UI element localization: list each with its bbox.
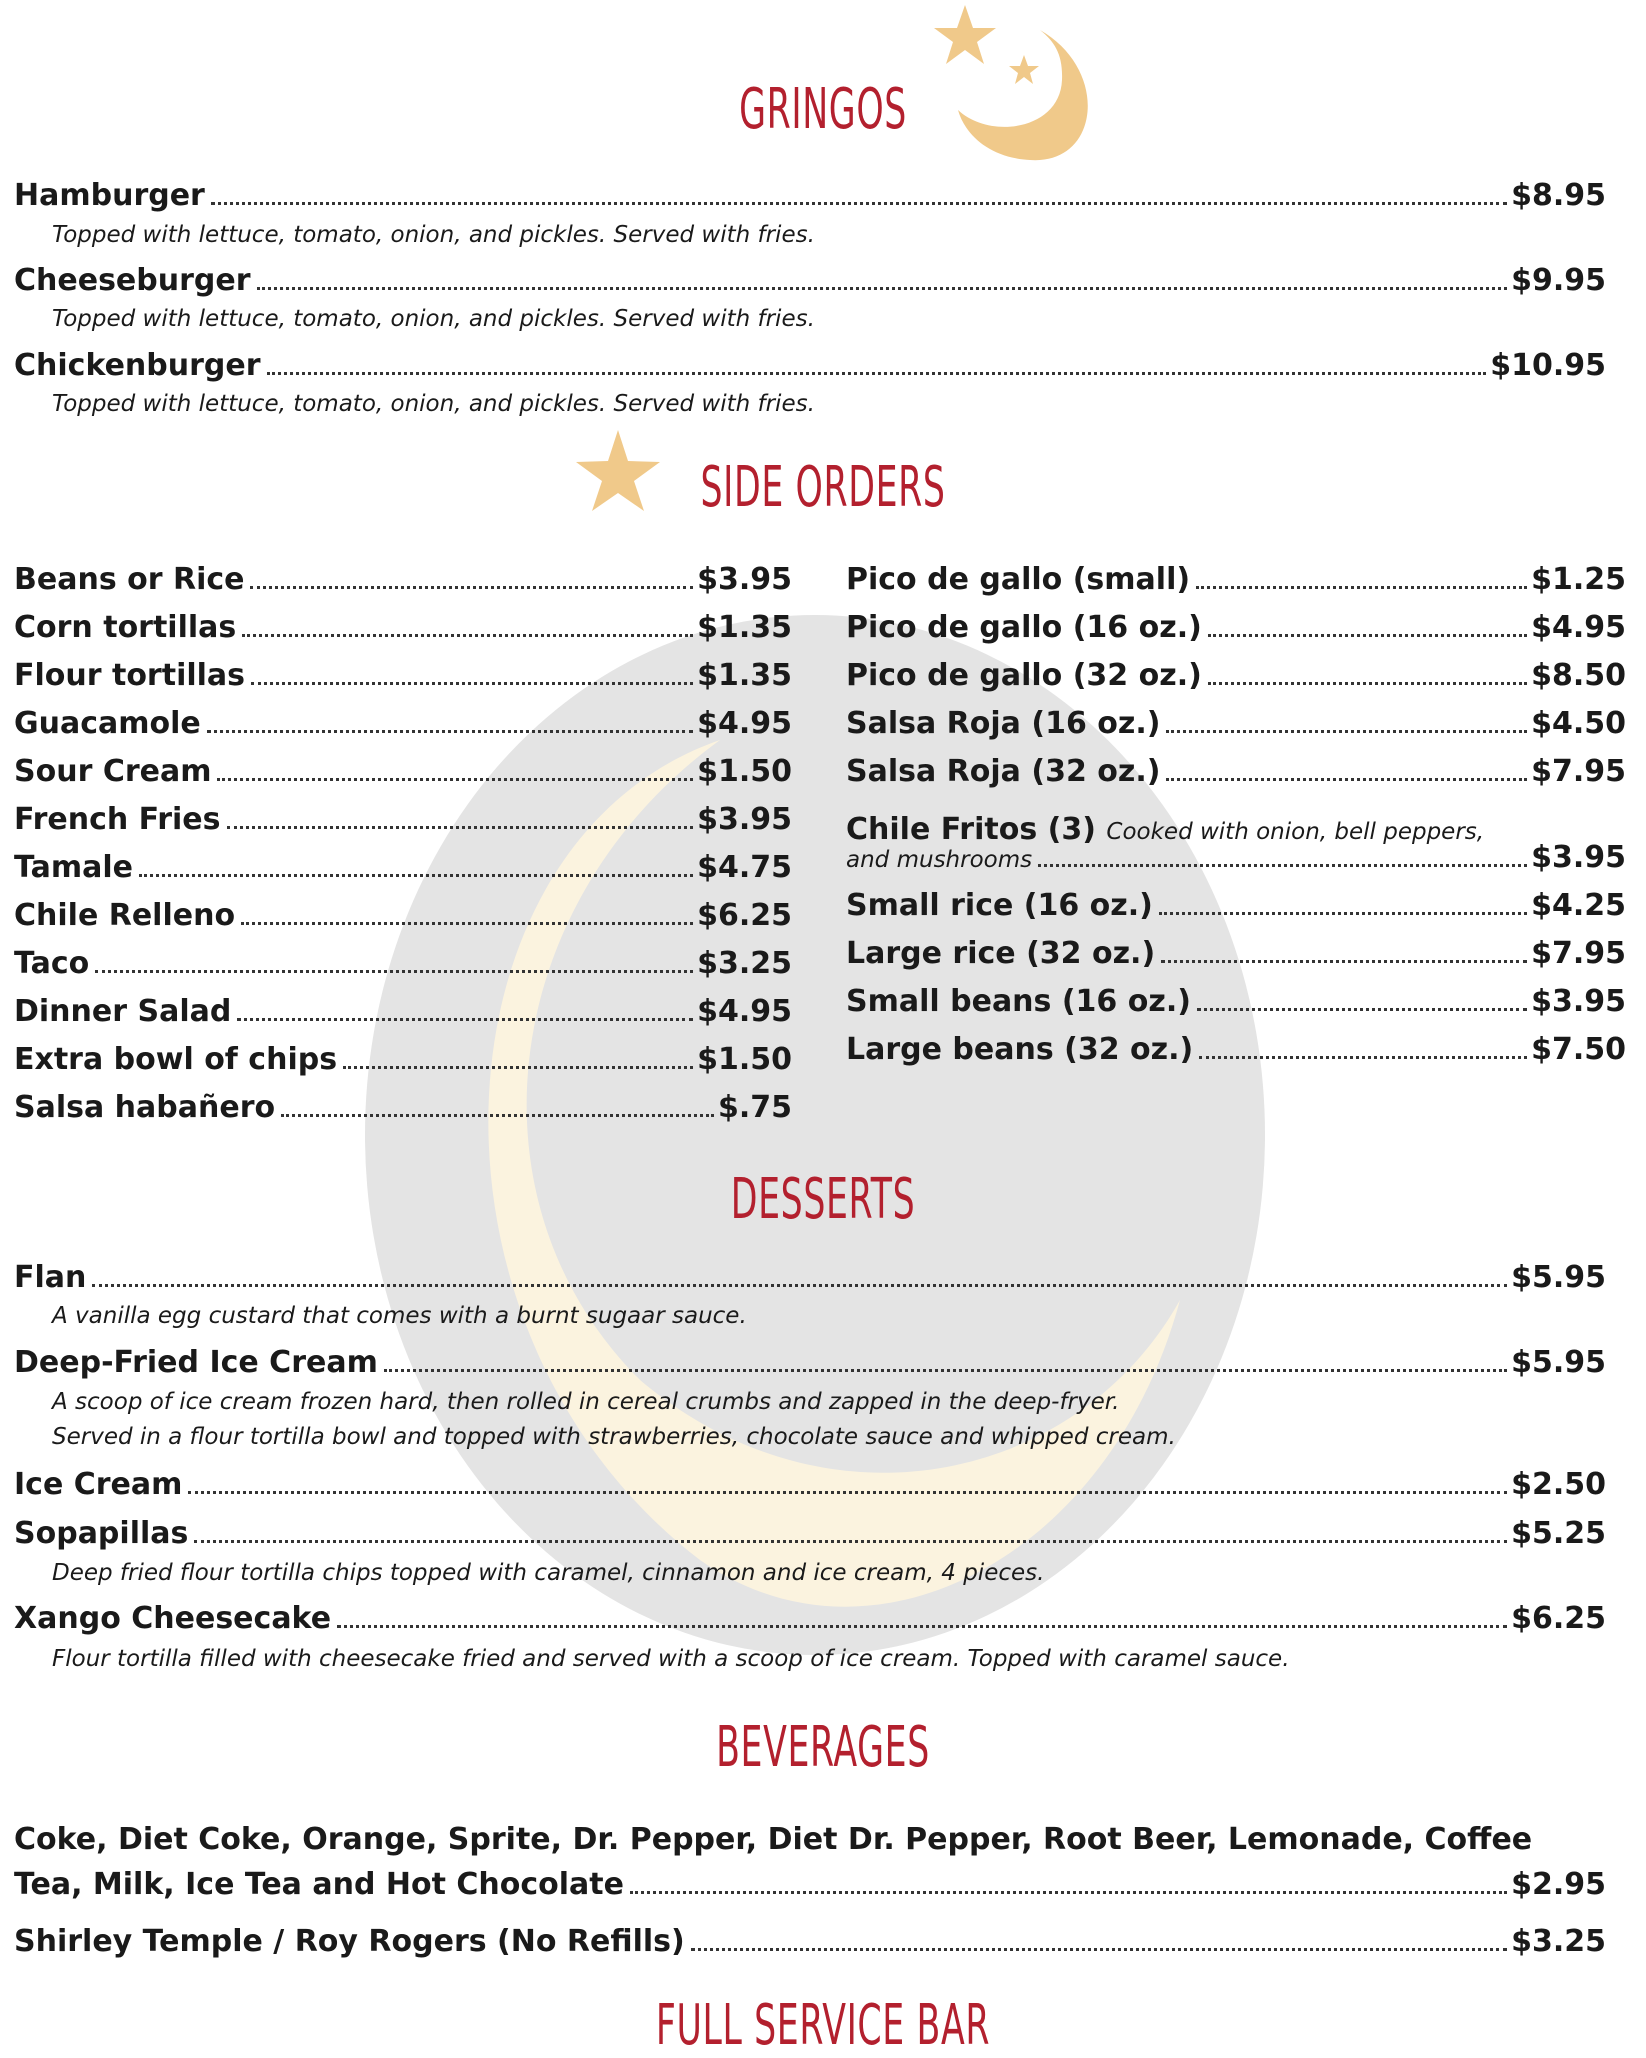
dot-leader <box>139 874 693 877</box>
dot-leader <box>92 1284 1507 1287</box>
dot-leader <box>1159 912 1527 915</box>
item-price: $4.95 <box>697 994 792 1029</box>
item-name: Salsa Roja (16 oz.) <box>846 706 1161 741</box>
menu-item <box>14 850 792 885</box>
item-description: A vanilla egg custard that comes with a burnt sugaar sauce. <box>52 1303 747 1329</box>
item-name: Large rice (32 oz.) <box>846 936 1156 971</box>
item-price: $1.35 <box>697 610 792 645</box>
item-name: Extra bowl of chips <box>14 1042 338 1077</box>
item-price: $6.25 <box>697 898 792 933</box>
item-name: Small beans (16 oz.) <box>846 984 1191 1019</box>
item-note: Cooked with onion, bell peppers, <box>1106 819 1485 845</box>
menu-item <box>14 610 792 645</box>
dot-leader <box>1166 730 1527 733</box>
item-name: Tea, Milk, Ice Tea and Hot Chocolate <box>14 1867 624 1902</box>
menu-item <box>14 1867 1606 1902</box>
dot-leader <box>217 778 693 781</box>
item-description: Topped with lettuce, tomato, onion, and pickles. Served with fries. <box>52 306 815 332</box>
dot-leader <box>267 372 1487 375</box>
menu-item <box>846 610 1626 645</box>
item-price: $4.95 <box>697 706 792 741</box>
item-price: $3.25 <box>697 946 792 981</box>
item-name: Pico de gallo (32 oz.) <box>846 658 1202 693</box>
dot-leader <box>237 1018 693 1021</box>
dot-leader <box>194 1540 1507 1543</box>
item-name: Flan <box>14 1260 87 1295</box>
desserts-title: DESSERTS <box>730 1167 916 1232</box>
item-price: $5.95 <box>1511 1260 1606 1295</box>
chile-fritos-price-row <box>846 840 1626 875</box>
menu-item <box>14 1601 1606 1636</box>
item-name: Chile Relleno <box>14 898 236 933</box>
menu-item <box>14 706 792 741</box>
dot-leader <box>343 1066 693 1069</box>
beverage-list: Coke, Diet Coke, Orange, Sprite, Dr. Pepper, Diet Dr. Pepper, Root Beer, Lemonade, Coffee <box>14 1822 1533 1857</box>
menu-item <box>14 898 792 933</box>
side-orders-title: SIDE ORDERS <box>700 455 946 520</box>
item-name: Large beans (32 oz.) <box>846 1032 1194 1067</box>
item-price: $2.50 <box>1511 1467 1606 1502</box>
dot-leader <box>1038 864 1527 867</box>
item-description: Deep fried flour tortilla chips topped with caramel, cinnamon and ice cream, 4 pieces. <box>52 1560 1045 1586</box>
item-description: Topped with lettuce, tomato, onion, and pickles. Served with fries. <box>52 391 815 417</box>
menu-item <box>14 754 792 789</box>
beverages-title: BEVERAGES <box>716 1715 930 1780</box>
dot-leader <box>384 1369 1507 1372</box>
item-name: Deep-Fried Ice Cream <box>14 1345 378 1380</box>
item-name: Sopapillas <box>14 1516 189 1551</box>
item-name: Shirley Temple / Roy Rogers (No Refills) <box>14 1924 685 1959</box>
item-price: $9.95 <box>1511 263 1606 298</box>
item-name: French Fries <box>14 802 221 837</box>
item-price: $4.95 <box>1531 610 1626 645</box>
dot-leader <box>1199 1056 1527 1059</box>
item-name: Hamburger <box>14 178 205 213</box>
dot-leader <box>188 1491 1507 1494</box>
item-price: $6.25 <box>1511 1601 1606 1636</box>
item-name: Salsa Roja (32 oz.) <box>846 754 1161 789</box>
item-description: A scoop of ice cream frozen hard, then rolled in cereal crumbs and zapped in the deep-fryer. <box>52 1389 1120 1415</box>
item-name: Chickenburger <box>14 348 261 383</box>
dot-leader <box>211 202 1507 205</box>
item-price: $4.50 <box>1531 706 1626 741</box>
dot-leader <box>1196 586 1527 589</box>
menu-item <box>14 946 792 981</box>
item-price: $3.95 <box>1531 984 1626 1019</box>
item-description: Served in a flour tortilla bowl and topped with strawberries, chocolate sauce and whipped cream. <box>52 1424 1176 1450</box>
item-price: $.75 <box>717 1090 792 1125</box>
item-price: $8.95 <box>1511 178 1606 213</box>
item-note: and mushrooms <box>846 847 1033 873</box>
item-name: Tamale <box>14 850 133 885</box>
dot-leader <box>207 730 693 733</box>
item-price: $1.50 <box>697 754 792 789</box>
dot-leader <box>257 287 1508 290</box>
item-price: $3.95 <box>697 802 792 837</box>
menu-item <box>846 984 1626 1019</box>
dot-leader <box>242 634 693 637</box>
item-name: Ice Cream <box>14 1467 183 1502</box>
menu-item <box>14 658 792 693</box>
menu-item <box>846 888 1626 923</box>
menu-item <box>14 348 1606 383</box>
item-price: $7.50 <box>1531 1032 1626 1067</box>
item-name: Dinner Salad <box>14 994 232 1029</box>
menu-item <box>846 754 1626 789</box>
menu-item <box>846 936 1626 971</box>
full-service-bar-title: FULL SERVICE BAR <box>655 1993 991 2058</box>
dot-leader <box>251 682 693 685</box>
item-price: $2.95 <box>1511 1867 1606 1902</box>
item-name: Pico de gallo (small) <box>846 562 1191 597</box>
item-price: $4.75 <box>697 850 792 885</box>
dot-leader <box>227 826 694 829</box>
dot-leader <box>1161 960 1527 963</box>
menu-item <box>846 658 1626 693</box>
menu-item <box>846 706 1626 741</box>
item-name: Pico de gallo (16 oz.) <box>846 610 1202 645</box>
item-name: Taco <box>14 946 90 981</box>
dot-leader <box>1208 634 1527 637</box>
item-name: Cheeseburger <box>14 263 251 298</box>
item-price: $3.95 <box>697 562 792 597</box>
item-price: $5.95 <box>1511 1345 1606 1380</box>
gringos-title: GRINGOS <box>739 77 907 142</box>
menu-item <box>846 562 1626 597</box>
dot-leader <box>250 586 693 589</box>
item-name: Corn tortillas <box>14 610 237 645</box>
item-price: $1.35 <box>697 658 792 693</box>
item-name: Salsa habañero <box>14 1090 276 1125</box>
menu-item <box>14 1516 1606 1551</box>
item-price: $1.25 <box>1531 562 1626 597</box>
item-price: $7.95 <box>1531 754 1626 789</box>
menu-item <box>14 1260 1606 1295</box>
dot-leader <box>630 1891 1507 1894</box>
menu-item <box>14 562 792 597</box>
menu-item <box>14 178 1606 213</box>
dot-leader <box>1197 1008 1527 1011</box>
dot-leader <box>241 922 693 925</box>
item-price: $3.95 <box>1531 840 1626 875</box>
item-name: Beans or Rice <box>14 562 245 597</box>
item-description: Flour tortilla filled with cheesecake fried and served with a scoop of ice cream. Topped with caramel sauce. <box>52 1646 1290 1672</box>
item-price: $5.25 <box>1511 1516 1606 1551</box>
dot-leader <box>1166 778 1527 781</box>
item-description: Topped with lettuce, tomato, onion, and pickles. Served with fries. <box>52 222 815 248</box>
item-price: $1.50 <box>697 1042 792 1077</box>
item-price: $10.95 <box>1490 348 1606 383</box>
dot-leader <box>691 1948 1507 1951</box>
item-name: Flour tortillas <box>14 658 246 693</box>
menu-item <box>14 263 1606 298</box>
menu-item <box>846 1032 1626 1067</box>
menu-item <box>14 802 792 837</box>
item-price: $3.25 <box>1511 1924 1606 1959</box>
menu-item <box>14 1467 1606 1502</box>
menu-item <box>14 994 792 1029</box>
item-name: Xango Cheesecake <box>14 1601 332 1636</box>
item-name: Small rice (16 oz.) <box>846 888 1153 923</box>
menu-item <box>14 1345 1606 1380</box>
item-name: Sour Cream <box>14 754 212 789</box>
dot-leader <box>337 1625 1507 1628</box>
item-price: $7.95 <box>1531 936 1626 971</box>
dot-leader <box>95 970 693 973</box>
menu-item <box>14 1924 1606 1959</box>
item-name: Chile Fritos (3) <box>846 812 1096 847</box>
item-name: Guacamole <box>14 706 201 741</box>
item-price: $8.50 <box>1531 658 1626 693</box>
menu-item <box>14 1042 792 1077</box>
dot-leader <box>1208 682 1527 685</box>
item-price: $4.25 <box>1531 888 1626 923</box>
dot-leader <box>281 1114 714 1117</box>
menu-item <box>14 1090 792 1125</box>
